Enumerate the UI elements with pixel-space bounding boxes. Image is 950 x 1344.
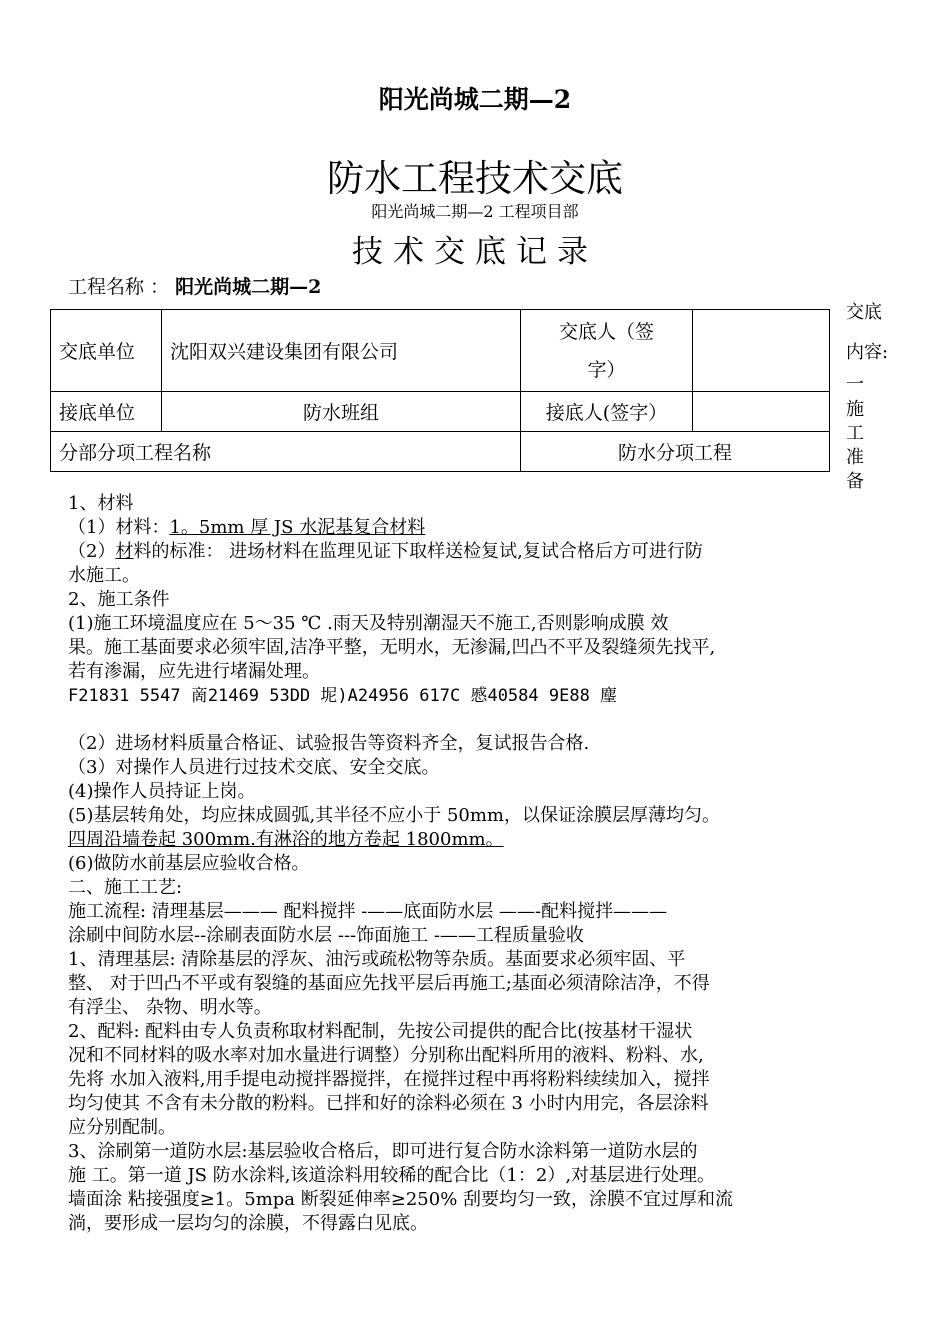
- main-title: 防水工程技术交底: [327, 157, 623, 200]
- side-note-2: 内容:: [846, 342, 889, 363]
- subproject-value: 防水分项工程: [521, 432, 830, 472]
- materials-item-1: [68, 516, 908, 540]
- materials-item-2-label: （2）: [68, 541, 116, 562]
- conditions-5-line2: 四周沿墙卷起 300mm.有淋浴的地方卷起 1800mm。: [68, 829, 504, 850]
- conditions-2: （2）进场材料质量合格证、试验报告等资料齐全，复试报告合格.: [68, 733, 590, 754]
- conditions-6: (6)做防水前基层应验收合格。: [68, 853, 310, 874]
- subproject-label: 分部分项工程名称: [51, 432, 521, 472]
- conditions-3: （3）对操作人员进行过技术交底、安全交底。: [68, 757, 440, 778]
- step1-line1: 1、清理基层: 清除基层的浮灰、油污或疏松物等杂质。基面要求必须牢固、平: [68, 949, 686, 970]
- blank-line: [68, 708, 908, 732]
- process-flow-line2: 涂刷中间防水层--涂刷表面防水层 ---饰面施工 -——工程质量验收: [68, 925, 584, 946]
- step1-line3: 有浮尘、 杂物、明水等。: [68, 997, 272, 1018]
- section-materials: 1、材料: [68, 493, 134, 514]
- document-title: 阳光尚城二期—2: [378, 85, 572, 114]
- process-flow-line1: 施工流程: 清理基层——— 配料搅拌 -——底面防水层 ——-配料搅拌———: [68, 901, 668, 922]
- step2-line3: 先将 水加入液料,用手提电动搅拌器搅拌，在搅拌过程中再将粉料续续加入，搅拌: [68, 1069, 710, 1090]
- step3-line2: 施 工。第一道 JS 防水涂料,该道涂料用较稀的配合比（1：2）,对基层进行处理。: [68, 1165, 716, 1186]
- side-note-5: 工: [846, 423, 864, 444]
- step2-line2: 况和不同材料的吸水率对加水量进行调整）分别称出配料所用的液料、粉料、水,: [68, 1045, 704, 1066]
- materials-item-2-cont: 水施工。: [68, 565, 140, 586]
- step3-line4: 淌，要形成一层均匀的涂膜，不得露白见底。: [68, 1213, 428, 1234]
- receiving-unit-label: 接底单位: [51, 392, 162, 432]
- record-title: 技术交底记录: [352, 234, 598, 270]
- handover-unit-label: 交底单位: [51, 310, 162, 392]
- materials-item-2-text: 料的标准： 进场材料在监理见证下取样送检复试,复试合格后方可进行防: [133, 541, 703, 562]
- side-note-1: 交底: [846, 302, 882, 323]
- conditions-5-line1: (5)基层转角处，均应抹成圆弧,其半径不应小于 50mm，以保证涂膜层厚薄均匀。: [68, 805, 720, 826]
- handover-signer-label: [521, 310, 693, 392]
- conditions-1-line3: 若有渗漏，应先进行堵漏处理。: [68, 661, 320, 682]
- materials-item-2: [68, 540, 908, 564]
- conditions-1-line2: 果。施工基面要求必须牢固,洁净平整，无明水，无渗漏,凹凸不平及裂缝须先找平,: [68, 637, 716, 658]
- handover-signature-cell[interactable]: [693, 310, 830, 392]
- materials-item-2-underlined: 材: [115, 541, 134, 562]
- conditions-4: (4)操作人员持证上岗。: [68, 781, 256, 802]
- receiver-signer-label: 接底人(签字）: [521, 392, 693, 432]
- side-note-4: 施: [846, 399, 864, 420]
- step2-line4: 均匀使其 不含有未分散的粉料。已拌和好的涂料必须在 3 小时内用完，各层涂料: [68, 1093, 709, 1114]
- step2-line5: 应分别配制。: [68, 1117, 176, 1138]
- conditions-1-line1: (1)施工环境温度应在 5～35 ℃ .雨天及特别潮湿天不施工,否则影响成膜 效: [68, 613, 669, 634]
- project-name-line: [68, 272, 321, 299]
- side-note-3: 一: [846, 374, 864, 395]
- side-note-7: 备: [846, 471, 864, 492]
- receiving-unit-value: 防水班组: [162, 392, 521, 432]
- materials-item-1-label: （1）材料：: [68, 517, 170, 538]
- project-value: 阳光尚城二期—2: [175, 276, 322, 298]
- step3-line3: 墙面涂 粘接强度≥1。5mpa 断裂延伸率≥250% 刮要均匀一致，涂膜不宜过厚和流: [68, 1189, 734, 1210]
- side-note-6: 准: [846, 447, 864, 468]
- materials-item-1-value: 1。5mm 厚 JS 水泥基复合材料: [169, 517, 426, 538]
- handover-unit-value: 沈阳双兴建设集团有限公司: [162, 310, 521, 392]
- project-label: 工程名称 ：: [68, 276, 170, 298]
- subtitle: 阳光尚城二期—2 工程项目部: [371, 202, 579, 221]
- code-line: F21831 5547 啇21469 53DD 坭)A24956 617C 慼40584 9E88 麈: [68, 686, 618, 706]
- handover-signer-line2: 字）: [587, 358, 626, 381]
- step3-line1: 3、涂刷第一道防水层:基层验收合格后，即可进行复合防水涂料第一道防水层的: [68, 1141, 698, 1162]
- section-conditions: 2、施工条件: [68, 589, 170, 610]
- handover-signer-line1: 交底人（签: [558, 320, 654, 343]
- step1-line2: 整、 对于凹凸不平或有裂缝的基面应先找平层后再施工;基面必须清除洁净，不得: [68, 973, 710, 994]
- info-table: [50, 309, 830, 472]
- section-process: 二、施工工艺:: [68, 877, 183, 898]
- receiver-signature-cell[interactable]: [693, 392, 830, 432]
- content-body: [68, 492, 908, 1236]
- step2-line1: 2、配料: 配料由专人负责称取材料配制，先按公司提供的配合比(按基材干湿状: [68, 1021, 693, 1042]
